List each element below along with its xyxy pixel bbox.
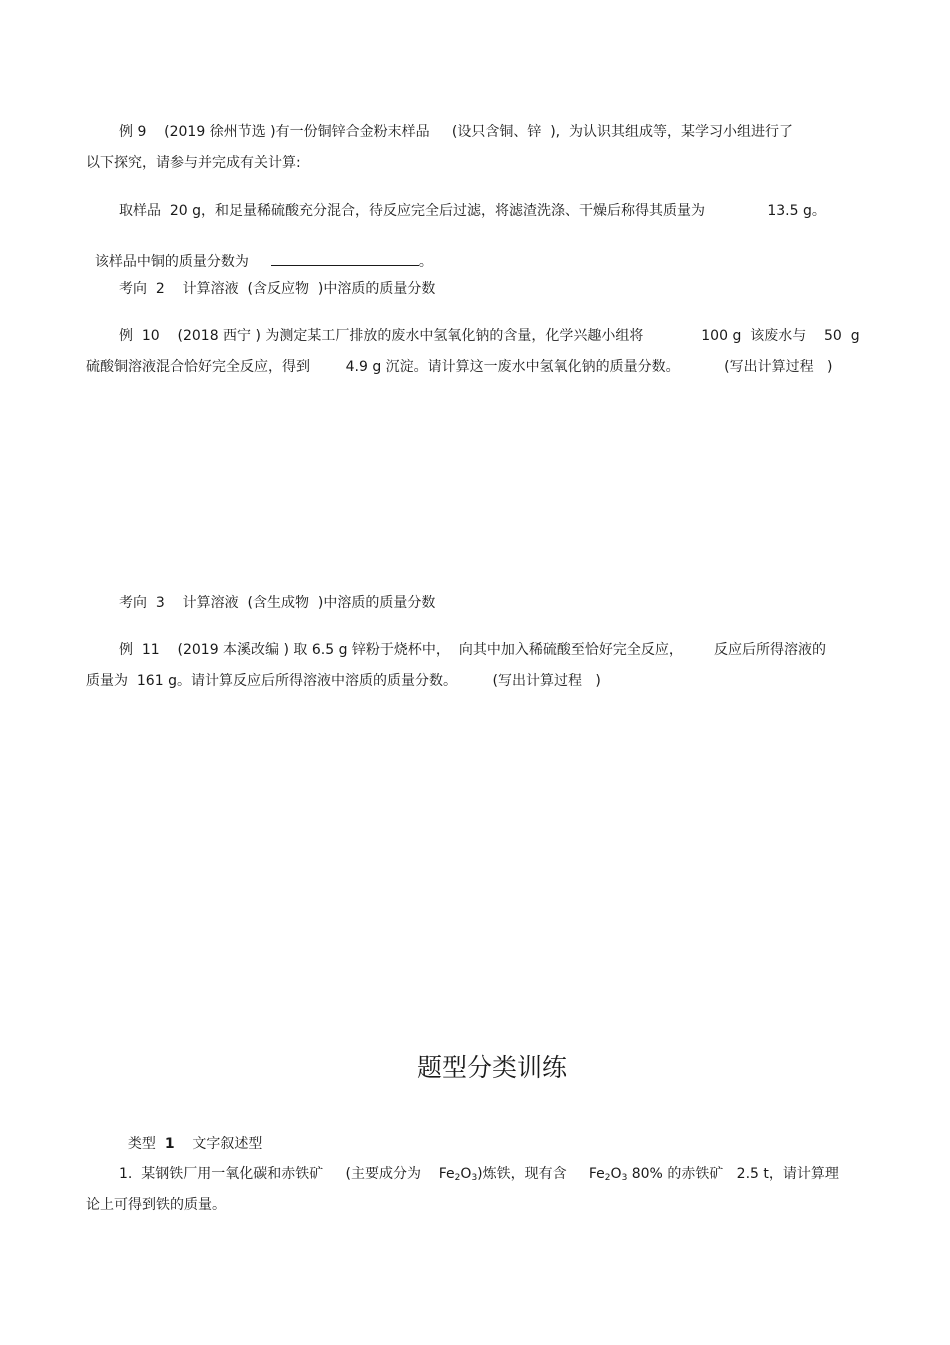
example-11-line-2: 质量为 161 g。请计算反应后所得溶液中溶质的质量分数。 (写出计算过程 ) [86, 673, 601, 689]
example-11-line-1: 例 11 (2019 本溪改编 ) 取 6.5 g 锌粉于烧杯中， 向其中加入稀硫酸至恰好完全反应， 反应后所得溶液的 [119, 642, 826, 658]
example-9-question-text: 该样品中铜的质量分数为 [94, 254, 249, 270]
answer-blank [271, 251, 419, 266]
example-10-line-1: 例 10 (2018 西宁 ) 为测定某工厂排放的废水中氢氧化钠的含量，化学兴趣小组将 100 g 该废水与 50 g [119, 328, 860, 344]
subscript: 3 [621, 1173, 628, 1183]
example-9-line-1: 例 9 (2019 徐州节选 )有一份铜锌合金粉末样品 (设只含铜、锌 ), 为认识其组成等，某学习小组进行了 [119, 124, 794, 140]
question-1-line-1 [119, 1164, 839, 1188]
question-1-part-a: 1. 某钢铁厂用一氧化碳和赤铁矿 (主要成分为 Fe [119, 1166, 455, 1182]
direction-3-heading: 考向 3 计算溶液 (含生成物 )中溶质的质量分数 [119, 595, 436, 611]
formula-letter: O [460, 1166, 472, 1182]
type-label: 类型 [127, 1136, 156, 1152]
subscript: 2 [454, 1173, 461, 1183]
question-1-part-c: 80% 的赤铁矿 2.5 t，请计算理 [627, 1166, 839, 1182]
subscript: 3 [471, 1173, 478, 1183]
section-title: 题型分类训练 [417, 1053, 568, 1082]
direction-2-heading: 考向 2 计算溶液 (含反应物 )中溶质的质量分数 [119, 281, 436, 297]
example-10-line-2: 硫酸铜溶液混合恰好完全反应，得到 4.9 g 沉淀。请计算这一废水中氢氧化钠的质量分数。 (写出计算过程 ) [86, 359, 833, 375]
type-1-heading [119, 1114, 262, 1154]
example-9-line-2: 以下探究，请参与并完成有关计算: [86, 155, 301, 171]
subscript: 2 [604, 1173, 611, 1183]
question-1-line-2: 论上可得到铁的质量。 [86, 1197, 226, 1213]
question-1-part-b: )炼铁，现有含 Fe [477, 1166, 605, 1182]
example-9-line-3: 取样品 20 g，和足量稀硫酸充分混合，待反应完全后过滤，将滤渣洗涤、干燥后称得其质量为 13.5 g。 [119, 203, 826, 219]
example-9-line-4 [86, 231, 433, 272]
type-name: 文字叙述型 [192, 1136, 263, 1152]
type-number: 1 [164, 1136, 175, 1152]
example-9-period: 。 [418, 254, 433, 270]
formula-letter: O [610, 1166, 622, 1182]
